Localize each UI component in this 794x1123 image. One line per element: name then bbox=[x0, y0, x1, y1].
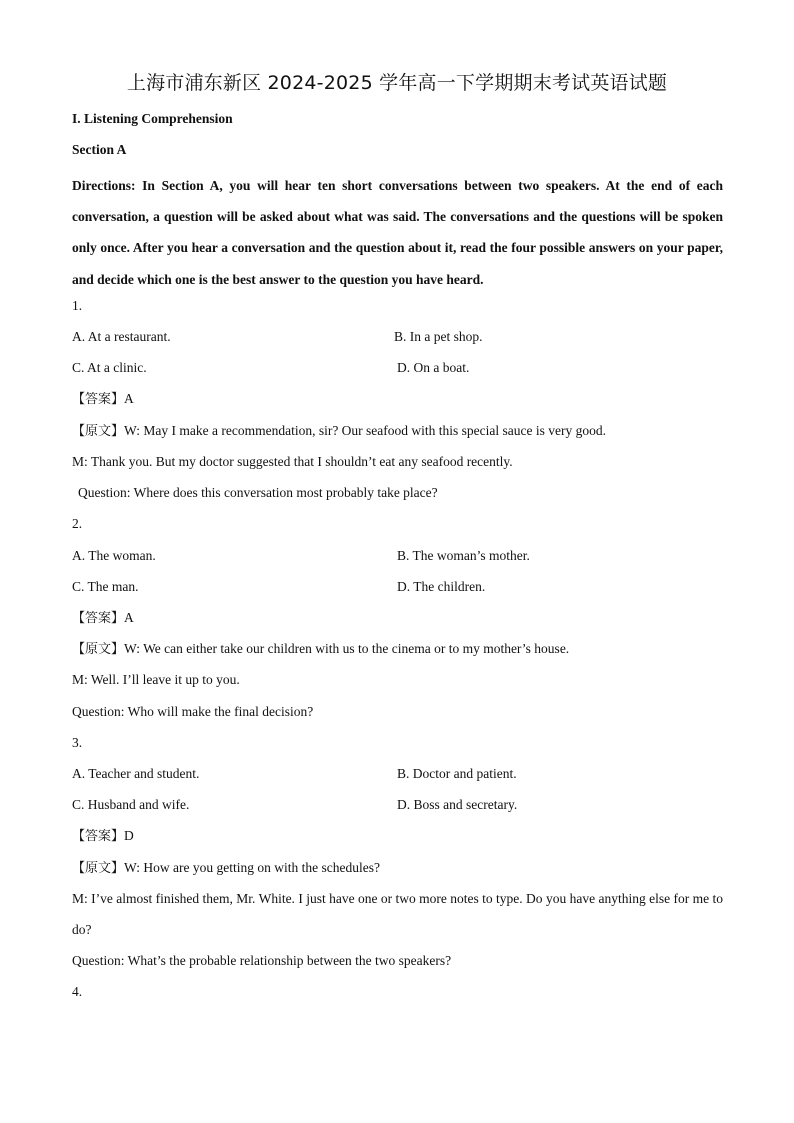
answer-value: A bbox=[124, 610, 134, 625]
option-d: D. The children. bbox=[397, 579, 486, 594]
script-text: W: We can either take our children with us to the cinema or to my mother’s house. bbox=[124, 641, 570, 656]
option-b: B. Doctor and patient. bbox=[397, 766, 517, 781]
script-question: Question: Where does this conversation most probably take place? bbox=[78, 485, 438, 500]
script-question: Question: What’s the probable relationship between the two speakers? bbox=[72, 953, 452, 968]
option-c: C. At a clinic. bbox=[72, 360, 147, 375]
script-text: W: How are you getting on with the schedules? bbox=[124, 860, 380, 875]
directions-paragraph: Directions: In Section A, you will hear ten short conversations between two speakers. At the end of each conversation, a question will be asked about what was said. The conversations and the questions will be spoken only once. After you hear a conversation and the question about it, read the four possible answers on your paper, and decide which one is the best answer to the question you have heard. bbox=[72, 178, 723, 287]
script-question: Question: Who will make the final decision? bbox=[72, 704, 314, 719]
script-text: M: I’ve almost finished them, Mr. White. I just have one or two more notes to type. Do you have anything else for me to do? bbox=[72, 891, 723, 937]
script-text: W: May I make a recommendation, sir? Our seafood with this special sauce is very good. bbox=[124, 423, 606, 438]
question-number: 2. bbox=[72, 516, 83, 531]
option-b: B. The woman’s mother. bbox=[397, 548, 530, 563]
part-heading: I. Listening Comprehension bbox=[72, 111, 233, 126]
question-number: 4. bbox=[72, 984, 83, 999]
script-line bbox=[72, 859, 380, 878]
option-a: A. The woman. bbox=[72, 548, 156, 563]
script-label: 【原文】 bbox=[72, 861, 125, 876]
answer-label: 【答案】 bbox=[72, 829, 125, 844]
option-c: C. Husband and wife. bbox=[72, 797, 190, 812]
script-text: M: Thank you. But my doctor suggested that I shouldn’t eat any seafood recently. bbox=[72, 454, 513, 469]
option-c: C. The man. bbox=[72, 579, 139, 594]
answer-line bbox=[72, 390, 134, 409]
answer-value: D bbox=[124, 828, 134, 843]
option-a: A. Teacher and student. bbox=[72, 766, 200, 781]
script-label: 【原文】 bbox=[72, 642, 125, 657]
answer-value: A bbox=[124, 391, 134, 406]
option-d: D. Boss and secretary. bbox=[397, 797, 518, 812]
script-line bbox=[72, 640, 569, 659]
question-number: 1. bbox=[72, 298, 83, 313]
document-title: 上海市浦东新区 2024-2025 学年高一下学期期末考试英语试题 bbox=[126, 72, 668, 94]
option-b: B. In a pet shop. bbox=[394, 329, 483, 344]
answer-label: 【答案】 bbox=[72, 392, 125, 407]
script-line bbox=[72, 422, 606, 441]
section-heading: Section A bbox=[72, 142, 127, 157]
answer-label: 【答案】 bbox=[72, 611, 125, 626]
option-d: D. On a boat. bbox=[397, 360, 470, 375]
answer-line bbox=[72, 827, 134, 846]
option-a: A. At a restaurant. bbox=[72, 329, 171, 344]
script-text: M: Well. I’ll leave it up to you. bbox=[72, 672, 240, 687]
script-label: 【原文】 bbox=[72, 424, 125, 439]
question-number: 3. bbox=[72, 735, 83, 750]
answer-line bbox=[72, 609, 134, 628]
